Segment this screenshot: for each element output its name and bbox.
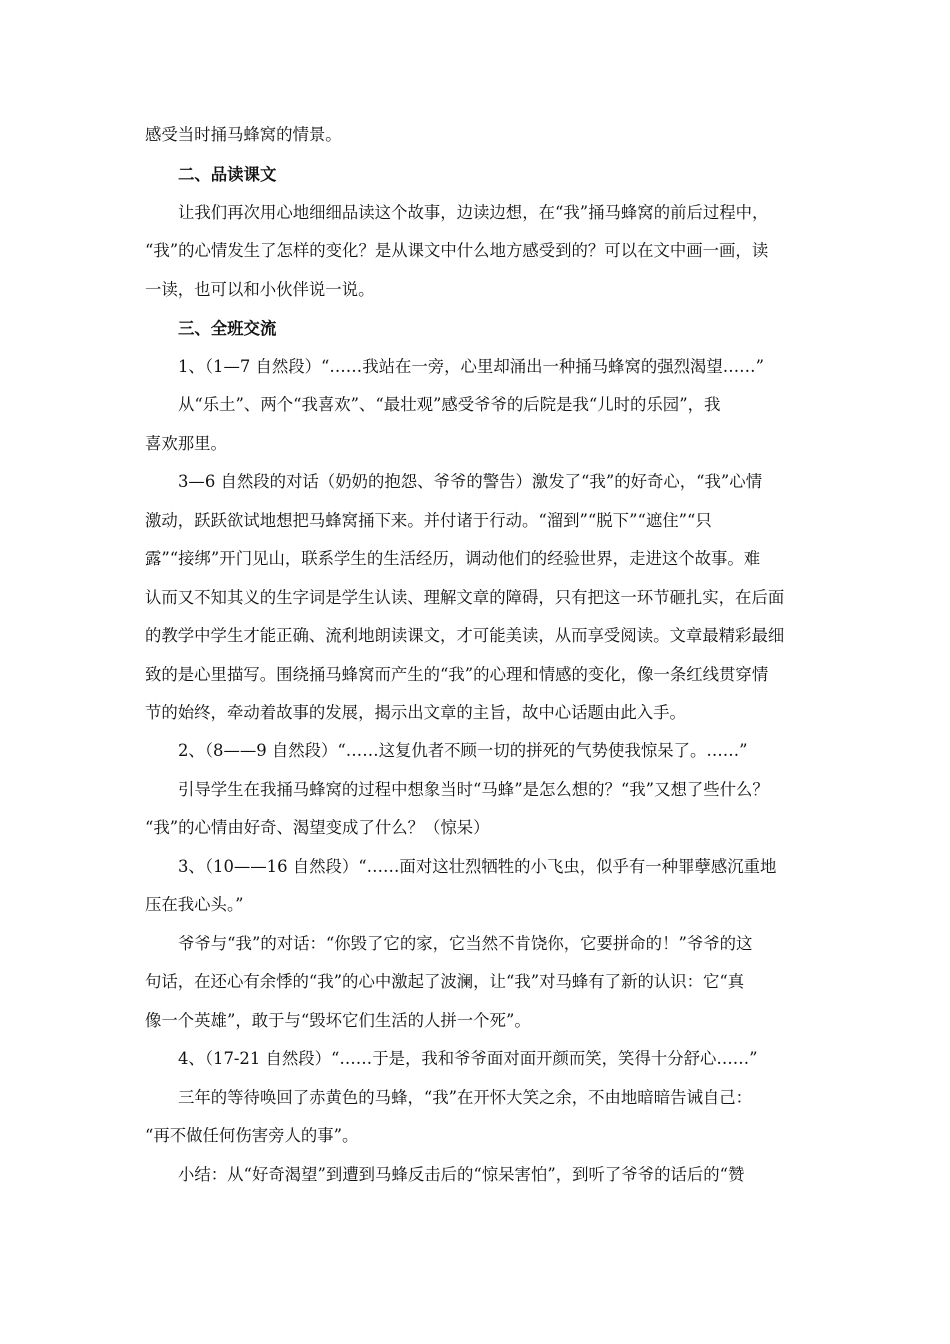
text-line: 认而又不知其义的生字词是学生认读、理解文章的障碍，只有把这一环节砸扎实，在后面 (145, 588, 785, 607)
text-line: 从“乐土”、两个“我喜欢”、“最壮观”感受爷爷的后院是我“儿时的乐园”，我 (178, 395, 721, 414)
text-line: 引导学生在我捅马蜂窝的过程中想象当时“马蜂”是怎么想的？“我”又想了些什么？ (178, 780, 769, 799)
text-line: 爷爷与“我”的对话：“你毁了它的家，它当然不肯饶你，它要拼命的！”爷爷的这 (178, 934, 753, 953)
text-line: “我”的心情发生了怎样的变化？是从课文中什么地方感受到的？可以在文中画一画，读 (145, 241, 769, 260)
text-line: 三年的等待唤回了赤黄色的马蜂，“我”在开怀大笑之余，不由地暗暗告诫自己： (178, 1088, 753, 1107)
text-line: 喜欢那里。 (145, 434, 227, 453)
text-line: 2、（8——9 自然段）“……这复仇者不顾一切的拼死的气势使我惊呆了。……” (178, 741, 748, 760)
text-line: 致的是心里描写。围绕捅马蜂窝而产生的“我”的心理和情感的变化，像一条红线贯穿情 (145, 665, 769, 684)
text-line: 激动，跃跃欲试地想把马蜂窝捅下来。并付诸于行动。“溜到”“脱下”“遮住”“只 (145, 511, 712, 530)
text-line: 一读，也可以和小伙伴说一说。 (145, 280, 375, 299)
text-line: 像一个英雄”，敢于与“毁坏它们生活的人拼一个死”。 (145, 1011, 531, 1030)
text-line: 感受当时捅马蜂窝的情景。 (145, 125, 342, 144)
text-line: 句话，在还心有余悸的“我”的心中激起了波澜，让“我”对马蜂有了新的认识：它“真 (145, 972, 745, 991)
text-line: 的教学中学生才能正确、流利地朗读课文，才可能美读，从而享受阅读。文章最精彩最细 (145, 626, 785, 645)
text-line: 压在我心头。” (145, 895, 244, 914)
text-line: 露”“接绑”开门见山，联系学生的生活经历，调动他们的经验世界，走进这个故事。难 (145, 549, 761, 568)
text-line: 3、（10——16 自然段）“……面对这壮烈牺牲的小飞虫，似乎有一种罪孽感沉重地 (178, 857, 777, 876)
text-line: 1、（1—7 自然段）“……我站在一旁，心里却涌出一种捅马蜂窝的强烈渴望……” (178, 357, 764, 376)
section-heading: 三、全班交流 (178, 319, 277, 338)
text-line: 节的始终，牵动着故事的发展，揭示出文章的主旨，故中心话题由此入手。 (145, 703, 686, 722)
text-line: 让我们再次用心地细细品读这个故事，边读边想，在“我”捅马蜂窝的前后过程中， (178, 203, 769, 222)
text-line: 4、（17-21 自然段）“……于是，我和爷爷面对面开颜而笑，笑得十分舒心……” (178, 1049, 758, 1068)
text-line: 3—6 自然段的对话（奶奶的抱怨、爷爷的警告）激发了“我”的好奇心，“我”心情 (178, 472, 763, 491)
section-heading: 二、品读课文 (178, 165, 277, 184)
text-line: “我”的心情由好奇、渴望变成了什么？（惊呆） (145, 818, 490, 837)
text-line: “再不做任何伤害旁人的事”。 (145, 1126, 359, 1145)
text-line: 小结：从“好奇渴望”到遭到马蜂反击后的“惊呆害怕”，到听了爷爷的话后的“赞 (178, 1165, 745, 1184)
